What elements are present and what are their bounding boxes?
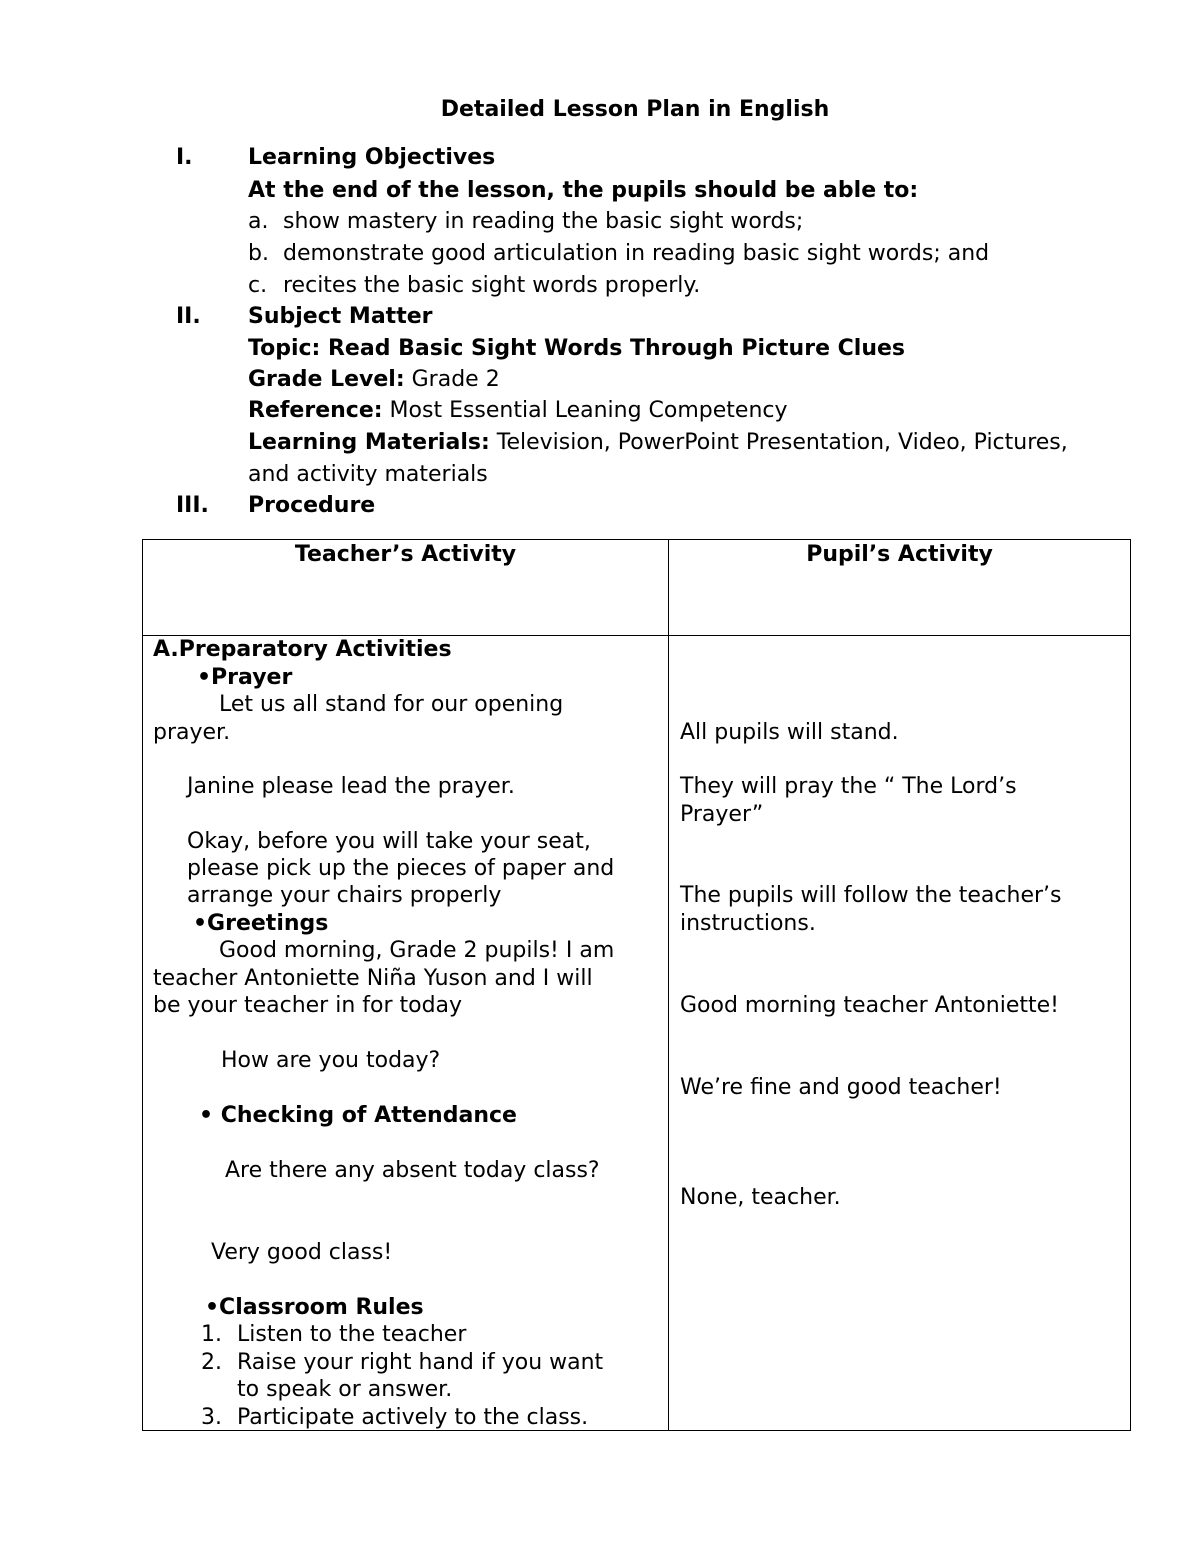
grade-level-label: Grade Level:	[248, 367, 405, 392]
objective-marker-c: c.	[248, 273, 268, 298]
pupil-follow-text-1: The pupils will follow the teacher’s	[680, 883, 1062, 908]
materials-label: Learning Materials:	[248, 430, 490, 455]
reference-label: Reference:	[248, 398, 383, 423]
lead-prayer-text: Janine please lead the prayer.	[187, 774, 515, 799]
teacher-activity-cell	[143, 636, 669, 1431]
rule-marker-1: 1.	[201, 1322, 222, 1347]
greeting-text-3: be your teacher in for today	[153, 993, 463, 1018]
pupil-greet-text: Good morning teacher Antoniette!	[680, 993, 1059, 1018]
materials-value-cont: and activity materials	[248, 462, 488, 487]
pupil-pray-text-2: Prayer”	[680, 802, 764, 827]
greeting-text-1: Good morning, Grade 2 pupils! I am	[219, 938, 615, 963]
grade-level-line	[248, 366, 500, 394]
prayer-text-2: prayer.	[153, 720, 231, 745]
reference-line	[248, 397, 788, 425]
very-good-text: Very good class!	[211, 1240, 393, 1265]
preparatory-heading: A.Preparatory Activities	[153, 637, 452, 662]
objective-marker-a: a.	[248, 209, 269, 234]
document-title: Detailed Lesson Plan in English	[440, 97, 830, 122]
objectives-intro: At the end of the lesson, the pupils should be able to:	[248, 178, 919, 203]
objective-item-b: demonstrate good articulation in reading basic sight words; and	[283, 241, 990, 266]
pupil-follow-text-2: instructions.	[680, 911, 816, 936]
pupil-stand-text: All pupils will stand.	[680, 720, 899, 745]
objective-marker-b: b.	[248, 241, 269, 266]
absent-question-text: Are there any absent today class?	[225, 1158, 600, 1183]
greetings-heading: •Greetings	[193, 911, 329, 936]
objective-item-c: recites the basic sight words properly.	[283, 273, 701, 298]
pupil-fine-text: We’re fine and good teacher!	[680, 1075, 1002, 1100]
how-are-you-text: How are you today?	[221, 1048, 441, 1073]
seat-text-1: Okay, before you will take your seat,	[187, 829, 591, 854]
procedure-table	[142, 539, 1131, 1431]
rule-text-3: Participate actively to the class.	[237, 1405, 589, 1430]
rule-text-2-cont: to speak or answer.	[237, 1377, 453, 1402]
prayer-heading: •Prayer	[197, 665, 293, 690]
prayer-text-1: Let us all stand for our opening	[219, 692, 564, 717]
rule-marker-3: 3.	[201, 1405, 222, 1430]
header-teacher-activity	[143, 540, 669, 636]
section-number-objectives: I.	[176, 145, 193, 170]
header-pupil-activity	[669, 540, 1131, 636]
seat-text-2: please pick up the pieces of paper and	[187, 856, 615, 881]
pupil-none-text: None, teacher.	[680, 1185, 841, 1210]
reference-value: Most Essential Leaning Competency	[389, 398, 788, 423]
table-header-row	[143, 540, 1131, 636]
subject-heading: Subject Matter	[248, 304, 433, 329]
rule-text-2: Raise your right hand if you want	[237, 1350, 604, 1375]
procedure-heading: Procedure	[248, 493, 376, 518]
greeting-text-2: teacher Antoniette Niña Yuson and I will	[153, 966, 593, 991]
materials-line	[248, 429, 1068, 457]
materials-value: Television, PowerPoint Presentation, Video, Pictures,	[496, 430, 1068, 455]
section-number-procedure: III.	[176, 493, 209, 518]
pupil-pray-text-1: They will pray the “ The Lord’s	[680, 774, 1017, 799]
rule-text-1: Listen to the teacher	[237, 1322, 467, 1347]
seat-text-3: arrange your chairs properly	[187, 883, 502, 908]
header-pupil-label: Pupil’s Activity	[806, 542, 993, 567]
subject-topic: Topic: Read Basic Sight Words Through Picture Clues	[248, 336, 906, 361]
pupil-activity-cell	[669, 636, 1131, 1431]
section-number-subject: II.	[176, 304, 201, 329]
objective-item-a: show mastery in reading the basic sight words;	[283, 209, 804, 234]
header-teacher-label: Teacher’s Activity	[294, 542, 517, 567]
classroom-rules-heading: •Classroom Rules	[205, 1295, 424, 1320]
objectives-heading: Learning Objectives	[248, 145, 496, 170]
attendance-heading: • Checking of Attendance	[199, 1103, 517, 1128]
table-row	[143, 636, 1131, 1431]
rule-marker-2: 2.	[201, 1350, 222, 1375]
grade-level-value: Grade 2	[411, 367, 500, 392]
